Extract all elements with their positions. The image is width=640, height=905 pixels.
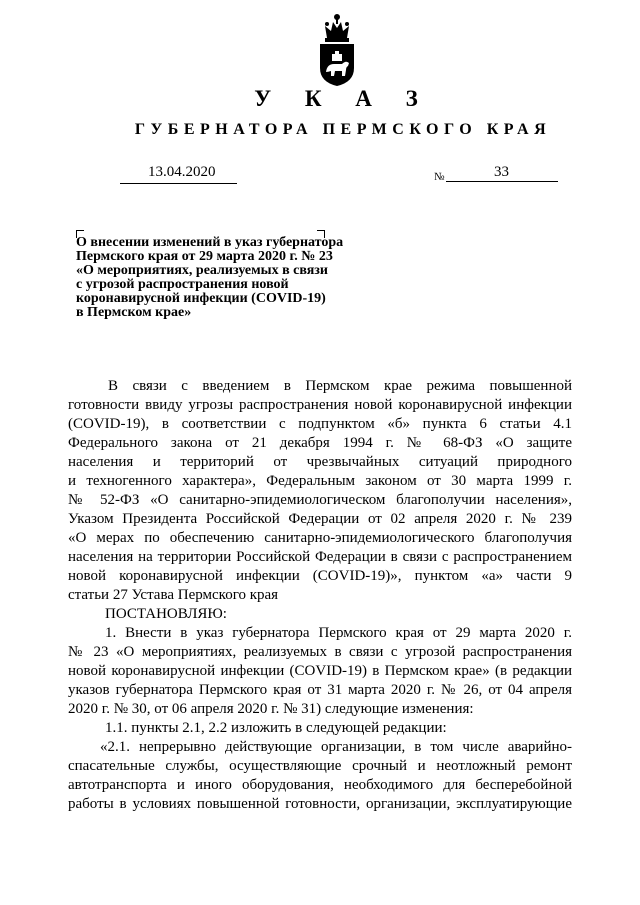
document-type-title: У К А З xyxy=(254,86,432,111)
subject-line: коронавирусной инфекции (COVID-19) xyxy=(76,291,326,306)
preamble-line: населения и территорий от чрезвычайных ситуаций природного xyxy=(68,454,572,470)
decree-number: 33 xyxy=(494,164,509,180)
date-underline xyxy=(120,183,237,184)
item-2-1-line: работы в условиях повышенной готовности, организации, эксплуатирующие xyxy=(68,796,572,812)
decree-subject xyxy=(76,236,376,320)
item-1-line: 1. Внести в указ губернатора Пермского края от 29 марта 2020 г. xyxy=(105,625,572,641)
subject-line: Пермского края от 29 марта 2020 г. № 23 xyxy=(76,249,333,264)
perm-krai-coat-of-arms-icon xyxy=(313,10,361,88)
preamble-line: № 52-ФЗ «О санитарно-эпидемиологическом благополучии населения», xyxy=(68,492,572,508)
decree-word: ПОСТАНОВЛЯЮ: xyxy=(105,606,227,622)
item-1-line: № 23 «О мероприятиях, реализуемых в связи с угрозой распространения xyxy=(68,644,572,660)
preamble-line: и техногенного характера», Федеральным законом от 30 марта 1999 г. xyxy=(68,473,572,489)
item-2-1-line: автотранспорта и иного оборудования, необходимого для бесперебойной xyxy=(68,777,572,793)
preamble-line: «О мерах по обеспечению санитарно-эпидемиологического благополучия xyxy=(68,530,572,546)
item-1-line: указов губернатора Пермского края от 31 марта 2020 г. № 26, от 04 апреля xyxy=(68,682,572,698)
preamble-line: Указом Президента Российской Федерации от 02 апреля 2020 г. № 239 xyxy=(68,511,572,527)
decree-date: 13.04.2020 xyxy=(148,164,216,180)
preamble-line: новой коронавирусной инфекции (COVID-19)», пунктом «а» части 9 xyxy=(68,568,572,584)
subject-line: в Пермском крае» xyxy=(76,305,192,320)
subject-line: О внесении изменений в указ губернатора xyxy=(76,235,344,250)
issuing-authority: ГУБЕРНАТОРА ПЕРМСКОГО КРАЯ xyxy=(134,121,552,138)
item-1-1-line: 1.1. пункты 2.1, 2.2 изложить в следующей редакции: xyxy=(105,720,447,736)
item-2-1-line: спасательные службы, осуществляющие срочный и неотложный ремонт xyxy=(68,758,572,774)
decree-body xyxy=(68,377,572,814)
preamble-line: (COVID-19), в соответствии с подпунктом «б» пункта 6 статьи 4.1 xyxy=(68,416,572,432)
preamble-line: Федерального закона от 21 декабря 1994 г. № 68-ФЗ «О защите xyxy=(68,435,572,451)
preamble-line: населения на территории Российской Федерации в связи с распространением xyxy=(68,549,572,565)
preamble-line: статьи 27 Устава Пермского края xyxy=(68,587,279,603)
item-2-1-line: «2.1. непрерывно действующие организации, в том числе аварийно- xyxy=(100,739,572,755)
item-1-line: новой коронавирусной инфекции (COVID-19) в Пермском крае» (в редакции xyxy=(68,663,572,679)
number-underline xyxy=(446,181,558,182)
subject-line: «О мероприятиях, реализуемых в связи xyxy=(76,263,328,278)
preamble-line: готовности ввиду угрозы распространения новой коронавирусной инфекции xyxy=(68,397,572,413)
number-sign: № xyxy=(434,171,445,183)
subject-line: с угрозой распространения новой xyxy=(76,277,289,292)
preamble-line: В связи с введением в Пермском крае режима повышенной xyxy=(108,378,572,394)
item-1-line: 2020 г. № 30, от 06 апреля 2020 г. № 31) следующие изменения: xyxy=(68,701,474,717)
